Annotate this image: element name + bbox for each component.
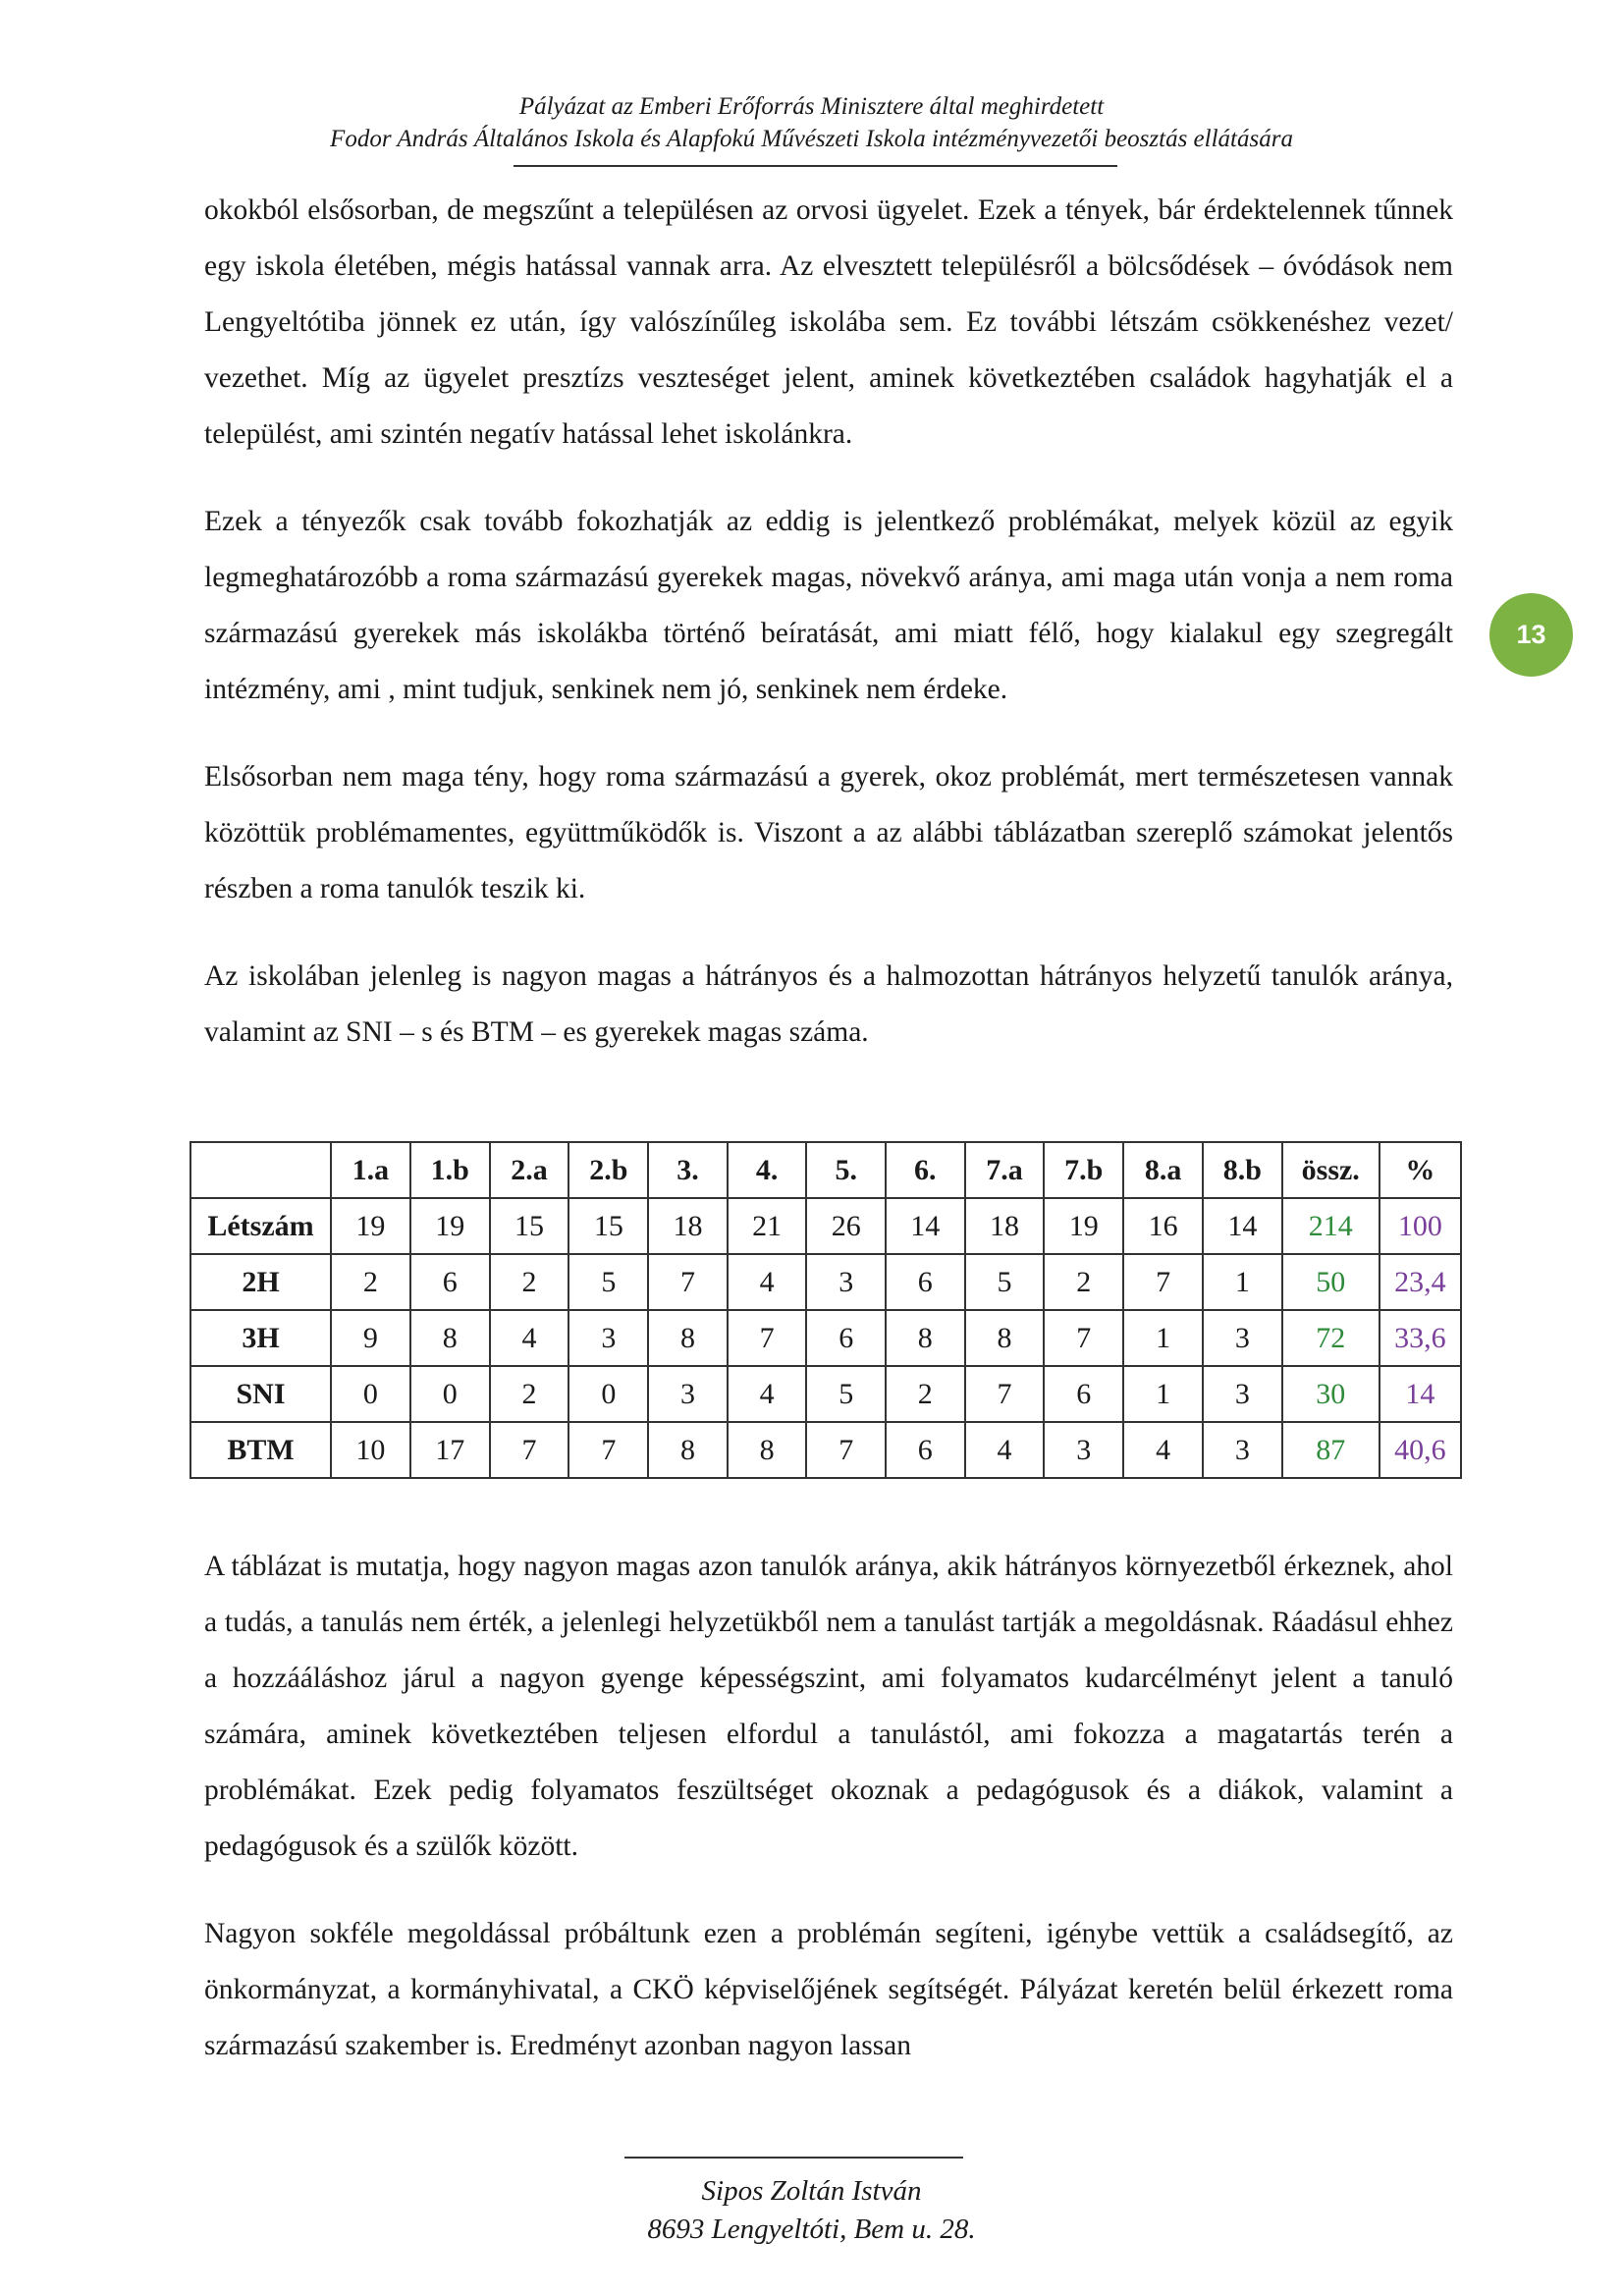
table-cell: 7 xyxy=(648,1254,728,1310)
column-header: 6. xyxy=(886,1142,965,1198)
table-header-row xyxy=(190,1142,1461,1198)
table-cell: 5 xyxy=(568,1254,648,1310)
table-cell: 7 xyxy=(490,1422,569,1478)
percent-cell: 14 xyxy=(1380,1366,1461,1422)
table-cell: 3 xyxy=(648,1366,728,1422)
percent-cell: 23,4 xyxy=(1380,1254,1461,1310)
table-cell: 1 xyxy=(1123,1310,1203,1366)
table-cell: 2 xyxy=(1044,1254,1123,1310)
corner-cell xyxy=(190,1142,331,1198)
student-statistics-table xyxy=(189,1141,1462,1479)
table-cell: 6 xyxy=(410,1254,490,1310)
percent-cell: 40,6 xyxy=(1380,1422,1461,1478)
table-cell: 6 xyxy=(806,1310,886,1366)
table-cell: 8 xyxy=(886,1310,965,1366)
paragraph-1: okokból elsősorban, de megszűnt a településen az orvosi ügyelet. Ezek a tények, bár érdektelennek tűnnek egy iskola életében, mégis hatással vannak arra. Az elvesztett településről a bölcsődések – óvódások nem Lengyeltótiba jönnek ez után, így valószínűleg iskolába sem. Ez további létszám csökkenéshez vezet/ vezethet. Míg az ügyelet presztízs veszteséget jelent, aminek következtében családok hagyhatják el a települést, ami szintén negatív hatással lehet iskolánkra. xyxy=(204,194,1453,450)
paragraph-2: Ezek a tényezők csak tovább fokozhatják az eddig is jelentkező problémákat, melyek közül az egyik legmeghatározóbb a roma származású gyerekek magas, növekvő aránya, ami maga után vonja a nem roma származású gyerekek más iskolákba történő beíratását, ami miatt félő, hogy kialakul egy szegregált intézmény, ami , mint tudjuk, senkinek nem jó, senkinek nem érdeke. xyxy=(204,506,1453,705)
table-cell: 2 xyxy=(886,1366,965,1422)
table-cell: 8 xyxy=(965,1310,1045,1366)
table-cell: 4 xyxy=(728,1366,807,1422)
column-header: 3. xyxy=(648,1142,728,1198)
table-cell: 7 xyxy=(568,1422,648,1478)
percent-cell: 100 xyxy=(1380,1198,1461,1254)
table-cell: 18 xyxy=(648,1198,728,1254)
row-label: SNI xyxy=(190,1366,331,1422)
table-cell: 19 xyxy=(410,1198,490,1254)
table-cell: 3 xyxy=(1203,1310,1282,1366)
table-cell: 2 xyxy=(490,1366,569,1422)
column-header: 1.a xyxy=(331,1142,410,1198)
table-cell: 10 xyxy=(331,1422,410,1478)
table-cell: 4 xyxy=(965,1422,1045,1478)
table-row xyxy=(190,1198,1461,1254)
paragraph-5: A táblázat is mutatja, hogy nagyon magas azon tanulók aránya, akik hátrányos környezetből érkeznek, ahol a tudás, a tanulás nem érték, a jelenlegi helyzetükből nem a tanulást tartják a megoldásnak. Ráadásul ehhez a hozzááláshoz járul a nagyon gyenge képességszint, ami folyamatos kudarcélményt jelent a tanuló számára, aminek következtében teljesen elfordul a tanulástól, ami fokozza a magatartás terén a problémákat. Ezek pedig folyamatos feszültséget okoznak a pedagógusok és a diákok, valamint a pedagógusok és a szülők között. xyxy=(204,1551,1453,1862)
page-footer xyxy=(0,2172,1623,2249)
table-cell: 6 xyxy=(886,1422,965,1478)
total-cell: 87 xyxy=(1282,1422,1380,1478)
table-cell: 5 xyxy=(806,1366,886,1422)
table-cell: 4 xyxy=(1123,1422,1203,1478)
table-cell: 7 xyxy=(806,1422,886,1478)
table-cell: 0 xyxy=(331,1366,410,1422)
table-cell: 7 xyxy=(728,1310,807,1366)
table-cell: 6 xyxy=(1044,1366,1123,1422)
table-row xyxy=(190,1254,1461,1310)
footer-name: Sipos Zoltán István xyxy=(701,2175,922,2207)
table-cell: 3 xyxy=(568,1310,648,1366)
table-row xyxy=(190,1422,1461,1478)
table-cell: 15 xyxy=(490,1198,569,1254)
column-header: 7.a xyxy=(965,1142,1045,1198)
table-cell: 7 xyxy=(1123,1254,1203,1310)
table-cell: 5 xyxy=(965,1254,1045,1310)
column-header: 8.a xyxy=(1123,1142,1203,1198)
table-cell: 19 xyxy=(331,1198,410,1254)
table-cell: 21 xyxy=(728,1198,807,1254)
total-cell: 214 xyxy=(1282,1198,1380,1254)
table-cell: 4 xyxy=(728,1254,807,1310)
table-cell: 16 xyxy=(1123,1198,1203,1254)
percent-cell: 33,6 xyxy=(1380,1310,1461,1366)
table-cell: 8 xyxy=(648,1422,728,1478)
table-cell: 8 xyxy=(648,1310,728,1366)
table-cell: 1 xyxy=(1203,1254,1282,1310)
table-cell: 4 xyxy=(490,1310,569,1366)
row-label: Létszám xyxy=(190,1198,331,1254)
column-header: % xyxy=(1380,1142,1461,1198)
table-cell: 7 xyxy=(965,1366,1045,1422)
row-label: 2H xyxy=(190,1254,331,1310)
table-cell: 3 xyxy=(806,1254,886,1310)
table-cell: 18 xyxy=(965,1198,1045,1254)
table-cell: 8 xyxy=(728,1422,807,1478)
table-cell: 7 xyxy=(1044,1310,1123,1366)
table-cell: 6 xyxy=(886,1254,965,1310)
table-row xyxy=(190,1366,1461,1422)
body-text-top xyxy=(204,183,1453,1092)
table-cell: 9 xyxy=(331,1310,410,1366)
table-cell: 8 xyxy=(410,1310,490,1366)
page-number-badge: 13 xyxy=(1489,593,1573,677)
header-divider xyxy=(514,165,1117,167)
total-cell: 50 xyxy=(1282,1254,1380,1310)
column-header: 2.b xyxy=(568,1142,648,1198)
column-header: 8.b xyxy=(1203,1142,1282,1198)
footer-divider xyxy=(624,2157,963,2159)
page-header xyxy=(0,90,1623,155)
row-label: 3H xyxy=(190,1310,331,1366)
table-cell: 14 xyxy=(886,1198,965,1254)
paragraph-6: Nagyon sokféle megoldással próbáltunk ezen a problémán segíteni, igénybe vettük a családsegítő, az önkormányzat, a kormányhivatal, a CKÖ képviselőjének segítségét. Pályázat keretén belül érkezett roma származású szakember is. Eredményt azonban nagyon lassan xyxy=(204,1918,1453,2061)
total-cell: 30 xyxy=(1282,1366,1380,1422)
table-cell: 26 xyxy=(806,1198,886,1254)
table-cell: 14 xyxy=(1203,1198,1282,1254)
table-cell: 2 xyxy=(490,1254,569,1310)
paragraph-3: Elsősorban nem maga tény, hogy roma származású a gyerek, okoz problémát, mert természetesen vannak közöttük problémamentes, együttműködők is. Viszont a az alábbi táblázatban szereplő számokat jelentős részben a roma tanulók teszik ki. xyxy=(204,761,1453,904)
table-cell: 0 xyxy=(568,1366,648,1422)
table-cell: 3 xyxy=(1044,1422,1123,1478)
table-cell: 1 xyxy=(1123,1366,1203,1422)
header-line-1: Pályázat az Emberi Erőforrás Minisztere által meghirdetett xyxy=(518,93,1105,120)
table-cell: 0 xyxy=(410,1366,490,1422)
header-line-2: Fodor András Általános Iskola és Alapfokú Művészeti Iskola intézményvezetői beosztás ellátására xyxy=(330,126,1293,152)
row-label: BTM xyxy=(190,1422,331,1478)
column-header: 2.a xyxy=(490,1142,569,1198)
table-cell: 15 xyxy=(568,1198,648,1254)
table-cell: 17 xyxy=(410,1422,490,1478)
table-cell: 3 xyxy=(1203,1366,1282,1422)
table-row xyxy=(190,1310,1461,1366)
total-cell: 72 xyxy=(1282,1310,1380,1366)
table-cell: 2 xyxy=(331,1254,410,1310)
column-header: 4. xyxy=(728,1142,807,1198)
column-header: 5. xyxy=(806,1142,886,1198)
column-header: 1.b xyxy=(410,1142,490,1198)
paragraph-4: Az iskolában jelenleg is nagyon magas a hátrányos és a halmozottan hátrányos helyzetű tanulók aránya, valamint az SNI – s és BTM – es gyerekek magas száma. xyxy=(204,960,1453,1048)
body-text-bottom xyxy=(204,1539,1453,2105)
column-header: össz. xyxy=(1282,1142,1380,1198)
footer-address: 8693 Lengyeltóti, Bem u. 28. xyxy=(647,2214,976,2245)
table-cell: 3 xyxy=(1203,1422,1282,1478)
table-cell: 19 xyxy=(1044,1198,1123,1254)
column-header: 7.b xyxy=(1044,1142,1123,1198)
